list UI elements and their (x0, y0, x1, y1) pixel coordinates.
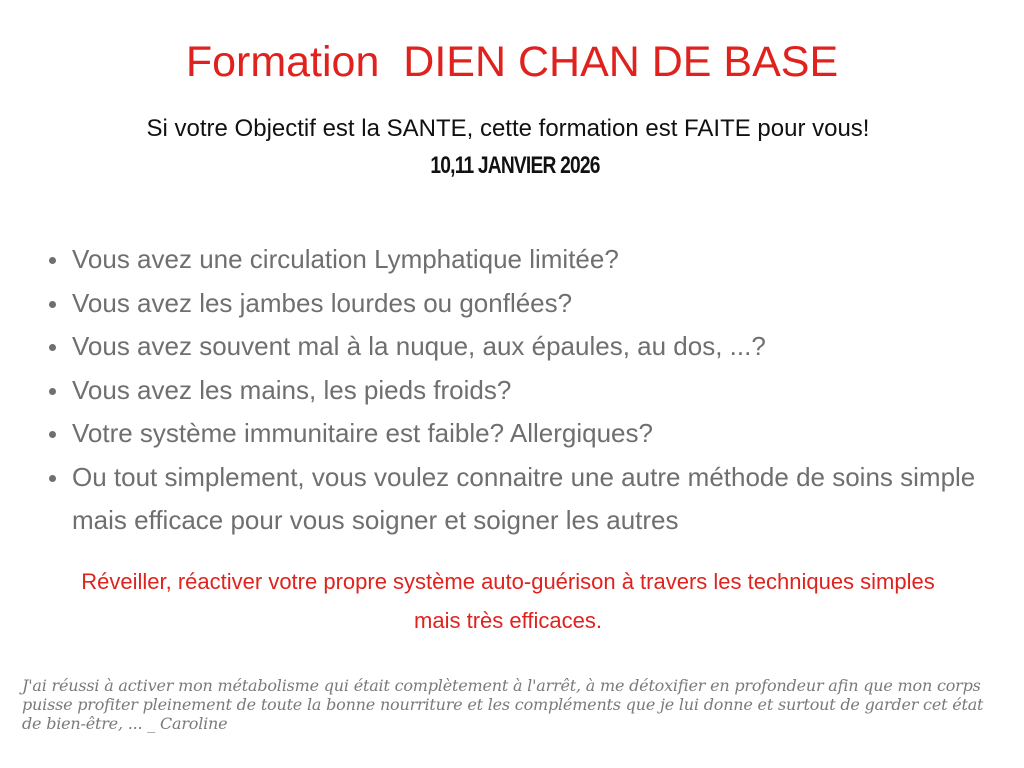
event-date: 10,11 JANVIER 2026 (430, 152, 600, 179)
list-item: Vous avez une circulation Lymphatique limitée? (44, 238, 984, 282)
list-item: Votre système immunitaire est faible? Allergiques? (44, 412, 984, 456)
list-item: Vous avez les mains, les pieds froids? (44, 369, 984, 413)
list-item: Ou tout simplement, vous voulez connaitre une autre méthode de soins simple mais efficace pour vous soigner et soigner les autres (44, 456, 984, 543)
list-item: Vous avez souvent mal à la nuque, aux épaules, au dos, ...? (44, 325, 984, 369)
symptom-list (44, 238, 984, 543)
page-title: Formation DIEN CHAN DE BASE (185, 38, 839, 86)
testimonial-quote: J'ai réussi à activer mon métabolisme qui était complètement à l'arrêt, à me détoxifier en profondeur afin que mon corps puisse profiter pleinement de toute la bonne nourriture et les compléments que je lui donne et surtout de garder cet état de bien-être, ... _ Caroline (22, 676, 984, 733)
highlight-text: Réveiller, réactiver votre propre système auto-guérison à travers les techniques simples mais très efficaces. (81, 569, 935, 633)
list-item: Vous avez les jambes lourdes ou gonflées? (44, 282, 984, 326)
page-subtitle: Si votre Objectif est la SANTE, cette formation est FAITE pour vous! (146, 115, 870, 142)
